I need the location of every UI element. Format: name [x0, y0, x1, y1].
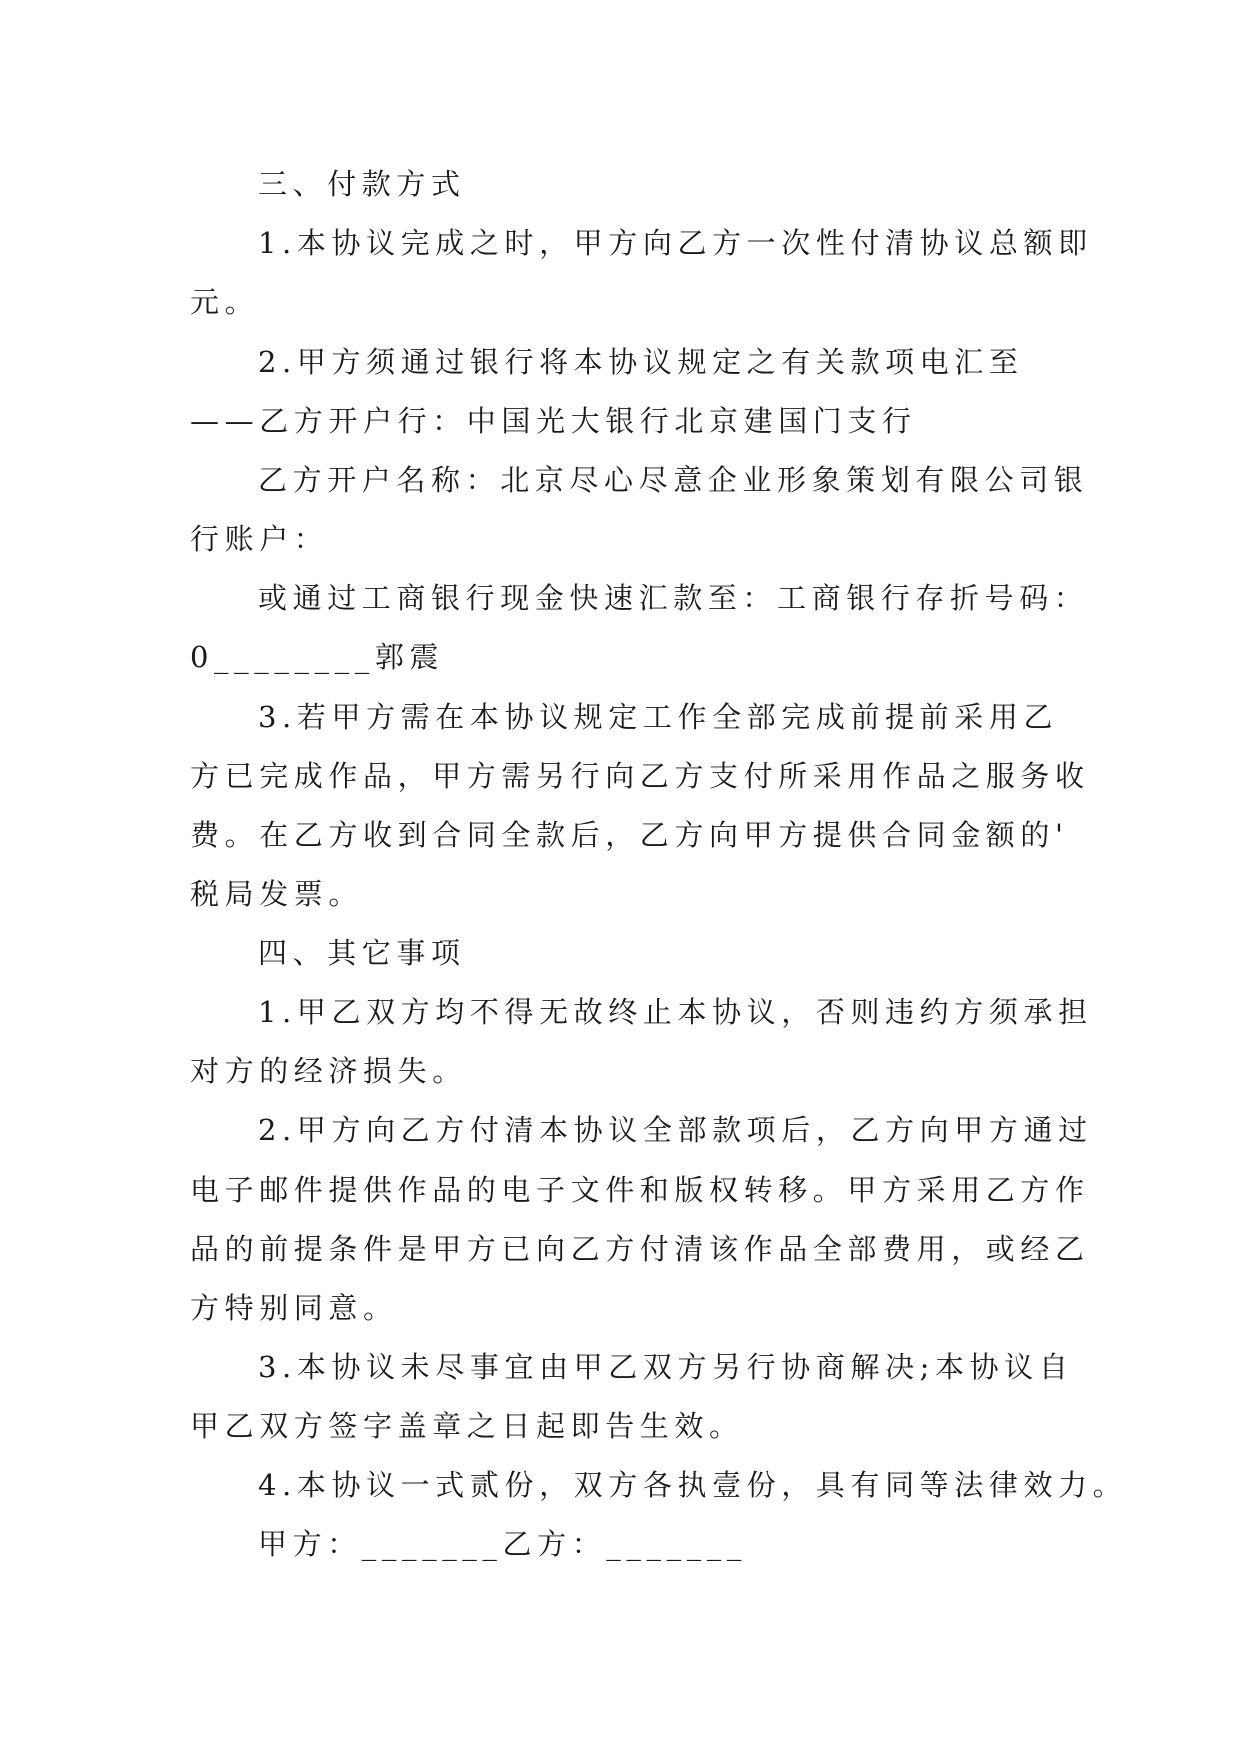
signature-line: 甲方：_______乙方：_______: [258, 1527, 748, 1561]
paragraph-line: 甲乙双方签字盖章之日起即告生效。: [190, 1409, 744, 1443]
paragraph-line: 费。在乙方收到合同全款后，乙方向甲方提供合同金额的': [190, 818, 1069, 852]
section-heading-payment: 三、付款方式: [258, 167, 466, 201]
paragraph-line: 3.本协议未尽事宜由甲乙双方另行协商解决;本协议自: [258, 1350, 1074, 1384]
paragraph-line: 1.甲乙双方均不得无故终止本协议，否则违约方须承担: [258, 995, 1093, 1029]
paragraph-line: 元。: [190, 285, 260, 319]
paragraph-line: 方已完成作品，甲方需另行向乙方支付所采用作品之服务收: [190, 759, 1090, 793]
section-heading-other: 四、其它事项: [258, 936, 466, 970]
paragraph-line: 乙方开户名称：北京尽心尽意企业形象策划有限公司银: [258, 463, 1089, 497]
paragraph-line: 2.甲方向乙方付清本协议全部款项后，乙方向甲方通过: [258, 1113, 1093, 1147]
paragraph-line: 税局发票。: [190, 877, 364, 911]
paragraph-line: 2.甲方须通过银行将本协议规定之有关款项电汇至: [258, 345, 1024, 379]
paragraph-line: ——乙方开户行：中国光大银行北京建国门支行: [190, 404, 917, 438]
paragraph-line: 方特别同意。: [190, 1291, 398, 1325]
paragraph-line: 1.本协议完成之时，甲方向乙方一次性付清协议总额即: [258, 226, 1093, 260]
paragraph-line: 品的前提条件是甲方已向乙方付清该作品全部费用，或经乙: [190, 1232, 1090, 1266]
paragraph-line: 4.本协议一式贰份，双方各执壹份，具有同等法律效力。: [258, 1468, 1128, 1502]
paragraph-line: 行账户：: [190, 522, 329, 556]
paragraph-line: 对方的经济损失。: [190, 1054, 467, 1088]
paragraph-line: 0________郭震: [190, 640, 445, 674]
paragraph-line: 3.若甲方需在本协议规定工作全部完成前提前采用乙: [258, 700, 1059, 734]
paragraph-line: 或通过工商银行现金快速汇款至：工商银行存折号码：: [258, 581, 1089, 615]
paragraph-line: 电子邮件提供作品的电子文件和版权转移。甲方采用乙方作: [190, 1173, 1090, 1207]
